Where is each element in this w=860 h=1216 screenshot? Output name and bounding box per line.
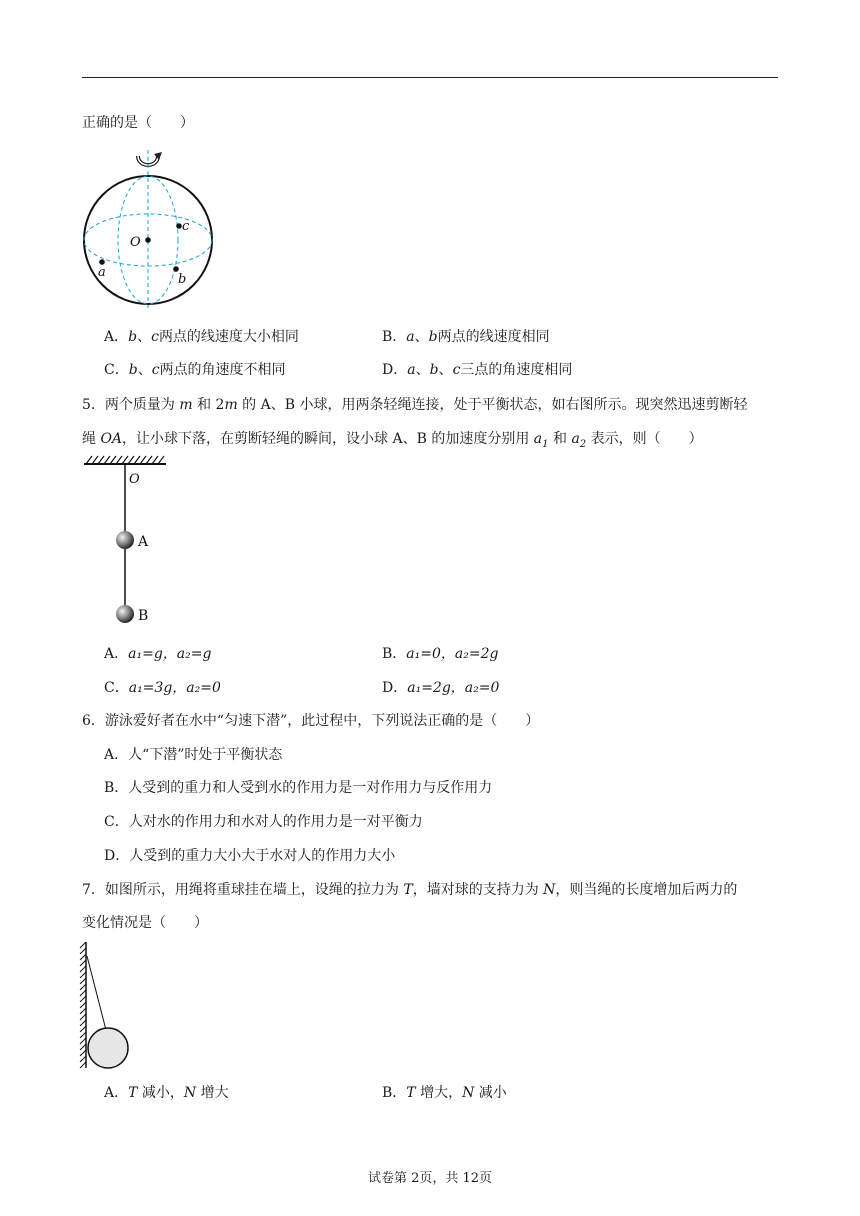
q5-option-a[interactable]: A．a₁=g，a₂=g (104, 646, 212, 662)
q4-option-b[interactable]: B．a、b两点的线速度相同 (382, 329, 550, 345)
label-ball-a: A (138, 534, 149, 550)
q6-option-c[interactable]: C．人对水的作用力和水对人的作用力是一对平衡力 (104, 814, 423, 830)
q7-stem-line2: 变化情况是（ ） (82, 915, 208, 931)
label-a: a (98, 265, 106, 280)
q7-option-b[interactable]: B．T 增大，N 减小 (382, 1085, 507, 1101)
label-o: O (129, 472, 140, 487)
heavy-ball (88, 1028, 128, 1068)
q7-option-a[interactable]: A．T 减小，N 增大 (104, 1085, 229, 1101)
q4-option-c[interactable]: C．b、c两点的角速度不相同 (104, 362, 286, 378)
q5-option-d[interactable]: D．a₁=2g，a₂=0 (382, 680, 500, 696)
q5-option-c[interactable]: C．a₁=3g，a₂=0 (104, 680, 221, 696)
q5-stem-line1: 5．两个质量为 m 和 2m 的 A、B 小球，用两条轻绳连接，处于平衡状态，如右图所示。现突然迅速剪断轻 (82, 397, 748, 413)
label-c: c (182, 219, 190, 234)
ball-a (116, 531, 134, 549)
label-b: b (178, 272, 187, 287)
ball-b (116, 605, 134, 623)
q4-option-d[interactable]: D．a、b、c三点的角速度相同 (382, 362, 573, 378)
label-ball-b: B (138, 608, 149, 624)
hanging-balls-figure (84, 454, 174, 630)
intro-line: 正确的是（ ） (82, 115, 194, 131)
q7-stem-line1: 7．如图所示，用绳将重球挂在墙上，设绳的拉力为 T，墙对球的支持力为 N，则当绳的长度增加后两力的 (82, 882, 738, 898)
rotating-sphere-figure (80, 148, 220, 308)
q6-option-b[interactable]: B．人受到的重力和人受到水的作用力是一对作用力与反作用力 (104, 780, 493, 796)
q4-option-a[interactable]: A．b、c两点的线速度大小相同 (104, 329, 299, 345)
header-rule (82, 77, 778, 78)
q5-stem-line2: 绳 OA，让小球下落，在剪断轻绳的瞬间，设小球 A、B 的加速度分别用 $a_1$ 和 $a_2$ 表示，则（ ） (82, 431, 703, 450)
q6-stem: 6．游泳爱好者在水中“匀速下潜”，此过程中，下列说法正确的是（ ） (82, 713, 540, 729)
q6-option-d[interactable]: D．人受到的重力大小大于水对人的作用力大小 (104, 848, 396, 864)
q6-option-a[interactable]: A．人“下潜”时处于平衡状态 (104, 747, 283, 763)
page-footer: 试卷第 2页，共 12页 (367, 1171, 493, 1186)
q5-option-b[interactable]: B．a₁=0，a₂=2g (382, 646, 499, 662)
ball-on-wall-figure (80, 940, 136, 1072)
label-o: O (130, 235, 141, 250)
